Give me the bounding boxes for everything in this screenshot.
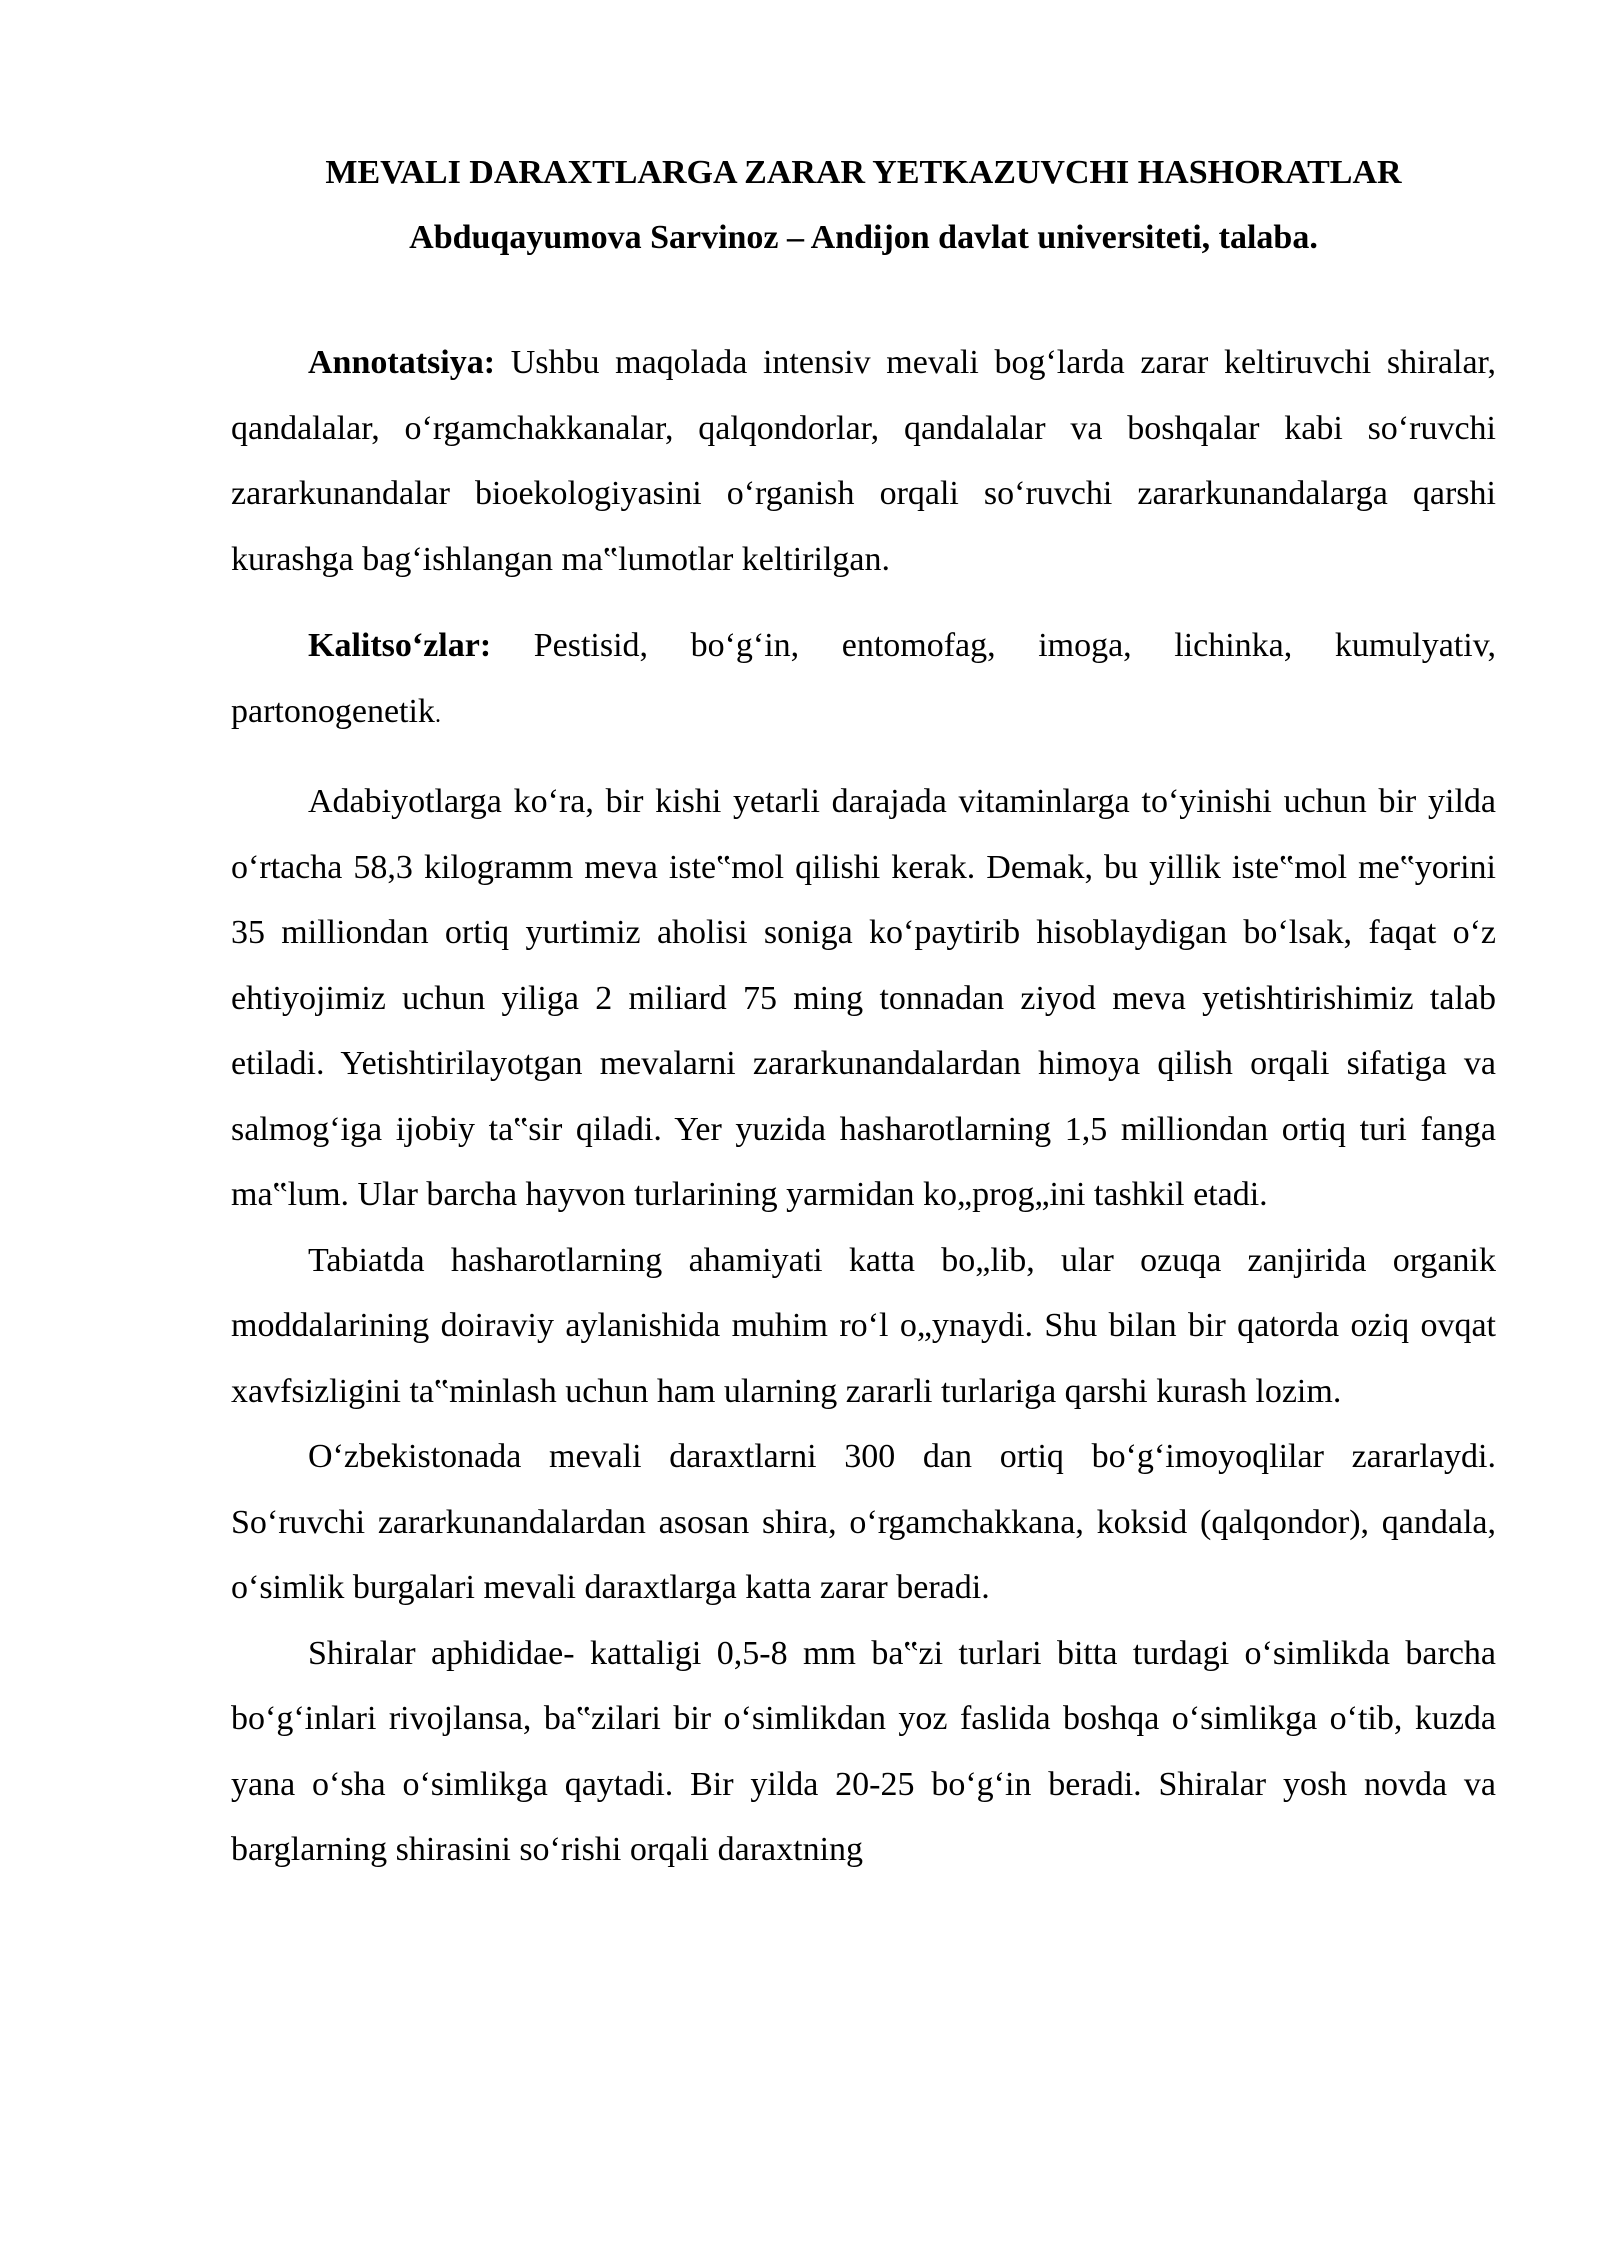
spacer [231, 270, 1496, 330]
author-line: Abduqayumova Sarvinoz – Andijon davlat universiteti, talaba. [409, 219, 1318, 256]
abstract-text: Ushbu maqolada intensiv mevali bog‘larda zarar keltiruvchi shiralar, qandalalar, o‘rgamchakkanalar, qalqondorlar, qandalalar va boshqalar kabi so‘ruvchi zararkunandalar bioekologiyasini o‘rganish orqali so‘ruvchi zararkunandalarga qarshi kurashga bag‘ishlangan ma‟lumotlar keltirilgan. [231, 344, 1496, 578]
abstract-label: Annotatsiya: [308, 344, 496, 381]
body-paragraph-4: Shiralar aphididae- kattaligi 0,5-8 mm ba‟zi turlari bitta turdagi o‘simlikda barcha bo‘g‘inlari rivojlansa, ba‟zilari bir o‘simlikdan yoz faslida boshqa o‘simlikga o‘tib, kuzda yana o‘sha o‘simlikga qaytadi. Bir yilda 20-25 bo‘g‘in beradi. Shiralar yosh novda va barglarning shirasini so‘rishi orqali daraxtning [231, 1634, 1496, 1868]
document-page [231, 140, 1496, 1883]
body-paragraph-3: O‘zbekistonada mevali daraxtlarni 300 dan ortiq bo‘g‘imoyoqlilar zararlaydi. So‘ruvchi zararkunandalardan asosan shira, o‘rgamchakkana, koksid (qalqondor), qandala, o‘simlik burgalari mevali daraxtlarga katta zarar beradi. [231, 1438, 1496, 1606]
keywords-paragraph [231, 613, 1496, 748]
keywords-end: . [434, 701, 441, 728]
paper-title: MEVALI DARAXTLARGA ZARAR YETKAZUVCHI HASHORATLAR [325, 154, 1402, 191]
keywords-text: Pestisid, bo‘g‘in, entomofag, imoga, lichinka, kumulyativ, partonogenetik [231, 627, 1496, 730]
body-paragraph-2: Tabiatda hasharotlarning ahamiyati katta bo„lib, ular ozuqa zanjirida organik moddalarining doiraviy aylanishida muhim ro‘l o„ynaydi. Shu bilan bir qatorda oziq ovqat xavfsizligini ta‟minlash uchun ham ularning zararli turlariga qarshi kurash lozim. [231, 1241, 1496, 1410]
body-paragraph-1: Adabiyotlarga ko‘ra, bir kishi yetarli darajada vitaminlarga to‘yinishi uchun bir yilda o‘rtacha 58,3 kilogramm meva iste‟mol qilishi kerak. Demak, bu yillik iste‟mol me‟yorini 35 milliondan ortiq yurtimiz aholisi soniga ko‘paytirib hisoblaydigan bo‘lsak, faqat o‘z ehtiyojimiz uchun yiliga 2 miliard 75 ming tonnadan ziyod meva yetishtirishimiz talab etiladi. Yetishtirilayotgan mevalarni zararkunandalardan himoya qilish orqali sifatiga va salmog‘iga ijobiy ta‟sir qiladi. Yer yuzida hasharotlarning 1,5 milliondan ortiq turi fanga ma‟lum. Ular barcha hayvon turlarining yarmidan ko„prog„ini tashkil etadi. [231, 783, 1496, 1213]
abstract-paragraph [231, 330, 1496, 592]
keywords-label: Kalitso‘zlar: [308, 627, 492, 664]
